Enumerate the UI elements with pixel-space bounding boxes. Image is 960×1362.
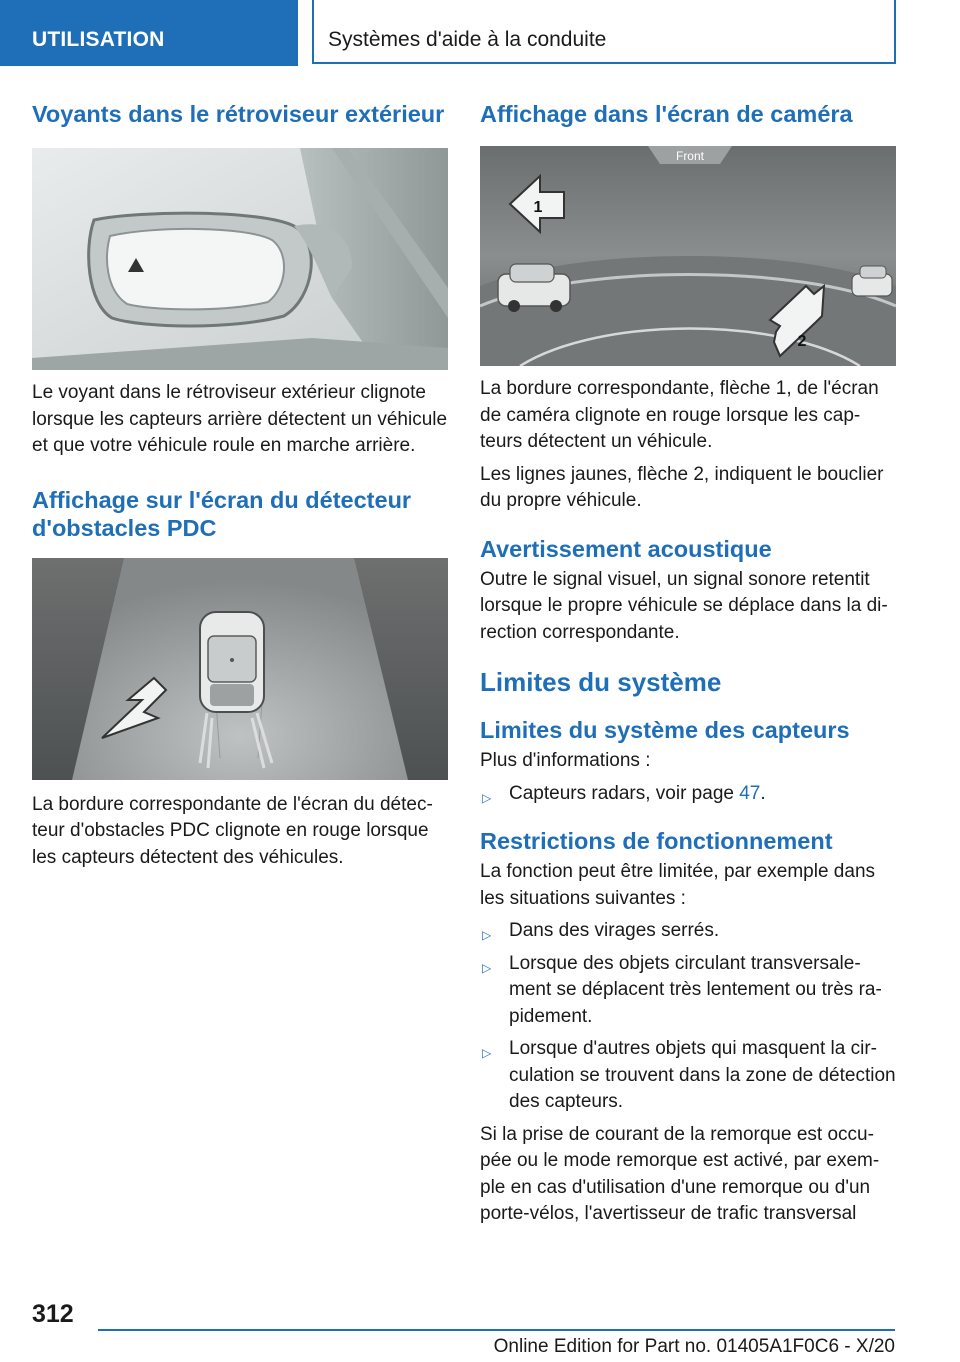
heading-restrictions: Restrictions de fonctionnement [480, 828, 833, 854]
paragraph-pdc: La bordure correspondante de l'écran du détecteur d'obstacles PDC clignote en rouge lorsque les capteurs détectent des véhicules. [32, 793, 433, 868]
paragraph-restrictions: La fonction peut être limitée, par exemple dans les situations suivantes : [480, 861, 876, 909]
paragraph-more-info: Plus d'informations : [480, 750, 651, 771]
triangle-right-icon: ▷ [482, 1046, 492, 1060]
restrictions-list [480, 918, 896, 1116]
paragraph-trailer: Si la prise de courant de la remorque est occupée ou le mode remorque est activé, par exemple en cas d'utilisation d'une remorque ou d'un porte-vélos, l'avertisseur de trafic transversal [480, 1123, 880, 1224]
list-item: ▷ Dans des virages serrés. [480, 918, 896, 945]
heading-sensor-limits: Limites du système des capteurs [480, 717, 850, 743]
heading-camera-display: Affichage dans l'écran de caméra [480, 101, 853, 127]
paragraph-acoustic: Outre le signal visuel, un signal sonore retentit lorsque le propre véhicule se déplace dans la direction correspondante. [480, 568, 888, 643]
chapter-box [312, 0, 896, 64]
paragraph-camera-1: La bordure correspondante, flèche 1, de l'écran de caméra clignote en rouge lorsque les capteurs détectent un véhicule. [480, 378, 879, 452]
left-column [32, 100, 448, 871]
list-item: ▷ Lorsque d'autres objets qui masquent la circulation se trouvent dans la zone de détection des capteurs. [482, 1038, 896, 1112]
list-item: ▷ Capteurs radars, voir page 47. [480, 781, 896, 808]
heading-pdc-display: Affichage sur l'écran du détecteur d'obstacles PDC [32, 486, 412, 541]
triangle-right-icon: ▷ [482, 960, 492, 975]
chapter-title: Systèmes d'aide à la conduite [328, 28, 607, 51]
svg-text:2: 2 [797, 333, 807, 350]
footer-divider [98, 1329, 895, 1331]
heading-mirror-indicator: Voyants dans le rétroviseur extérieur [32, 101, 445, 127]
list-item: ▷ Lorsque des objets circulant transversalement se déplacent très lentement ou très rapidement. [482, 952, 882, 1027]
footer-edition: Online Edition for Part no. 01405A1F0C6 - X/20 [493, 1336, 895, 1357]
mirror-figure [32, 148, 448, 370]
page-number: 312 [32, 1300, 74, 1328]
sensor-limits-list [480, 781, 896, 808]
heading-acoustic-warning: Avertissement acoustique [480, 535, 772, 562]
section-tab [0, 0, 298, 66]
triangle-right-icon: ▷ [482, 928, 492, 942]
right-column [480, 100, 896, 1228]
triangle-right-icon: ▷ [482, 790, 492, 805]
mirror-illustration [32, 148, 448, 370]
camera-front-label: Front [675, 149, 705, 163]
svg-text:1: 1 [533, 199, 543, 216]
heading-system-limits: Limites du système [480, 667, 722, 697]
camera-figure [480, 146, 896, 366]
pdc-illustration [32, 558, 448, 780]
page-reference-link[interactable]: 47 [739, 782, 761, 804]
paragraph-mirror: Le voyant dans le rétroviseur extérieur clignote lorsque les capteurs arrière détectent un véhicule et que votre véhicule roule en marche arrière. [32, 382, 448, 456]
page-header [0, 0, 960, 66]
section-tab-label: UTILISATION [32, 28, 165, 51]
paragraph-camera-2: Les lignes jaunes, flèche 2, indiquent le bouclier du propre véhicule. [480, 463, 884, 511]
camera-illustration [480, 146, 896, 366]
pdc-figure [32, 558, 448, 780]
